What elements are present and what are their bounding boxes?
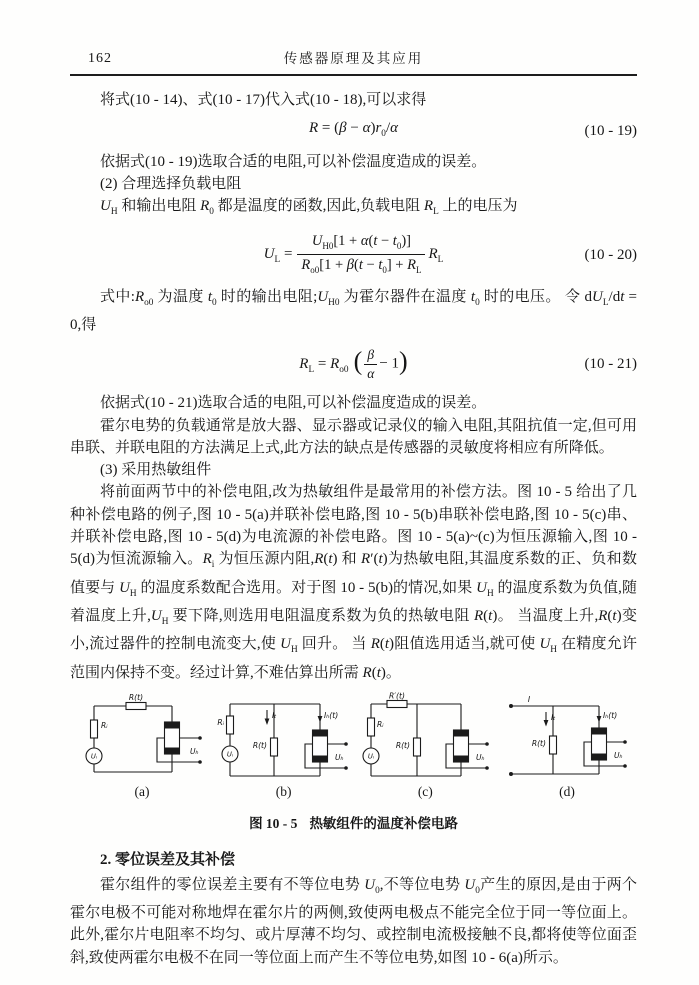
input-current-label: I (527, 694, 531, 704)
thermistor-label: R(t) (396, 740, 411, 750)
paragraph-zero-error: 霍尔组件的零位误差主要有不等位电势 $U_0$,不等位电势 $U_0$产生的原因,是由于两个霍尔电极不可能对称地焊在霍尔片的两侧,致使两电极点不能完全位于同一等位面上。 此外,霍尔片电阻率不均匀、或片厚薄不均匀、或控制电流极接触不良,都将使等位面歪斜,致使两霍尔电极不在同一等位面上而产生不等位电势,如图 10 - 6(a)所示。 (70, 876, 637, 966)
circuit-b (214, 692, 354, 803)
current-h-label: Iₕ(t) (602, 710, 618, 720)
thermistor-Rt (549, 736, 556, 754)
thermistor-Rt (126, 702, 146, 709)
internal-resistor (226, 716, 233, 734)
eq-rhs: − 1 (379, 355, 400, 372)
current-arrowhead (597, 716, 602, 723)
eq-lhs: $R_L = R_{o0}$ (299, 355, 349, 375)
circuit-d-label: (d) (559, 783, 575, 799)
thermistor-label: R(t) (531, 738, 546, 748)
output-terminal (344, 742, 348, 746)
fraction (297, 232, 425, 276)
hall-output-label: Uₕ (613, 750, 623, 760)
equation-10-20 (70, 232, 637, 276)
fraction-denominator: α (367, 365, 375, 381)
fraction-numerator: β (364, 347, 377, 365)
circuit-b-schematic (214, 692, 354, 780)
voltage-source-label: Uᵢ (226, 750, 233, 759)
hall-output-label: Uₕ (190, 746, 199, 756)
output-terminal (198, 760, 202, 764)
circuit-c-label: (c) (417, 783, 433, 799)
equation-number: (10 - 19) (584, 123, 637, 140)
thermistor-label: R(t) (252, 740, 267, 750)
hall-electrode-bottom (312, 755, 327, 762)
hall-electrode-bottom (591, 753, 606, 760)
series-thermistor (387, 700, 407, 707)
output-terminal (486, 766, 490, 770)
current-arrowhead (317, 716, 322, 723)
equation-10-19 (70, 117, 637, 145)
current-arrowhead (544, 720, 549, 727)
equation-expression: $R = (\beta - \alpha)r_0/\alpha$ (308, 120, 398, 140)
equation-number: (10 - 21) (584, 356, 637, 373)
voltage-source-label: Uᵢ (90, 752, 98, 761)
output-terminal (486, 742, 490, 746)
paragraph-load-discussion: 霍尔电势的负载通常是放大器、显示器或记录仪的输入电阻,其阻抗值一定,但可用串联、并联电阻的方法满足上式,此方法的缺点是传感器的灵敏度将相应有所降低。 (70, 417, 637, 456)
figure-caption (70, 813, 637, 835)
eq-lhs: $U_L$ = (263, 245, 293, 265)
paragraph-load-voltage: $U_H$ 和输出电阻 $R_0$ 都是温度的函数,因此,负载电阻 $R_L$ 上的电压为 (100, 198, 518, 218)
fraction-denominator: $R_{o0}[1 + \beta(t - t_0] + R_L$ (301, 257, 422, 275)
thermistor-Rt (414, 738, 421, 756)
hall-output-label: Uₕ (476, 752, 485, 762)
hall-electrode-top (165, 722, 180, 729)
page-number: 162 (88, 50, 112, 66)
close-paren: ) (399, 346, 408, 376)
circuit-d (497, 692, 637, 803)
internal-resistor (91, 720, 98, 738)
paragraph-select-resistor-2: 依据式(10 - 21)选取合适的电阻,可以补偿温度造成的误差。 (100, 395, 487, 412)
output-terminal (623, 764, 627, 768)
series-thermistor-label: R′(t) (389, 691, 406, 701)
figure-caption-text: 热敏组件的温度补偿电路 (309, 816, 458, 832)
thermistor-label: R(t) (128, 692, 144, 702)
output-terminal (623, 740, 627, 744)
page-header (70, 50, 637, 70)
paragraph-where: 式中$:R_{o0}$ 为温度 $t_0$ 时的输出电阻$;U_{H0}$ 为霍尔器件在温度 $t_0$ 时的电压。 令 $dU_L/dt = 0$,得 (70, 288, 637, 333)
equation-10-21 (70, 347, 637, 381)
output-terminal (344, 766, 348, 770)
fraction (364, 347, 377, 381)
subheading-thermistor: (3) 采用热敏组件 (100, 462, 212, 479)
figure-caption-number: 图 10 - 5 (249, 816, 298, 832)
internal-resistor-label: Rᵢ (101, 720, 108, 730)
open-paren: ( (353, 346, 363, 376)
hall-electrode-top (591, 728, 606, 735)
voltage-source-label: Uᵢ (368, 752, 375, 761)
circuit-d-schematic (497, 692, 637, 780)
circuit-a (72, 692, 212, 803)
thermistor-Rt (270, 738, 277, 756)
eq-rhs: $R_L$ (428, 245, 444, 265)
hall-electrode-bottom (454, 755, 469, 762)
subheading-load-resistor: (2) 合理选择负载电阻 (100, 175, 242, 192)
figure-10-5 (72, 692, 637, 803)
internal-resistor (368, 718, 375, 736)
circuit-c-schematic (355, 692, 495, 780)
hall-electrode-bottom (165, 747, 180, 754)
equation-number: (10 - 20) (584, 246, 637, 263)
current-t-label: Iₜ (271, 710, 277, 720)
fraction-numerator: $U_{H0}[1 + \alpha(t - t_0)]$ (297, 232, 425, 255)
header-rule (70, 74, 637, 76)
output-terminal (198, 736, 202, 740)
circuit-a-label: (a) (134, 783, 150, 799)
current-h-label: Iₕ(t) (323, 710, 338, 720)
paragraph-select-resistor: 依据式(10 - 19)选取合适的电阻,可以补偿温度造成的误差。 (100, 153, 487, 170)
running-head-title: 传感器原理及其应用 (283, 50, 424, 66)
hall-output-label: Uₕ (334, 752, 344, 762)
internal-resistor-label: Rᵢ (377, 719, 384, 729)
section-heading-zero-error: 2. 零位误差及其补偿 (100, 852, 236, 869)
hall-electrode-top (454, 730, 469, 737)
current-t-label: Iₜ (550, 712, 556, 722)
internal-resistor-label: Rᵢ (217, 717, 224, 727)
paragraph-intro: 将式(10 - 14)、式(10 - 17)代入式(10 - 18),可以求得 (100, 92, 427, 108)
current-arrowhead (264, 718, 269, 725)
paragraph-compensation-circuits: 将前面两节中的补偿电阻,改为热敏组件是最常用的补偿方法。图 10 - 5 给出了几种补偿电路的例子,图 10 - 5(a)并联补偿电路,图 10 - 5(b)串联补偿电路,图 10 - 5(c)串、并联补偿电路,图 10 - 5(d)为电流源的补偿电路。图 10 - 5(a)~(c)为恒压源输入,图 10 - 5(d)为恒流源输入。$R_i$ 为恒压源内阻,R(t) 和 R′(t)为热敏电阻,其温度系数的正、负和数值要与 $U_H$ 的温度系数配合选用。对于图 10 - 5(b)的情况,如果 $U_H$ 的温度系数为负值,随着温度上升$,U_H$ 要下降,则选用电阻温度系数为负的热敏电阻 R(t)。 当温度上升,R(t)变小,流过器件的控制电流变大,使 $U_H$ 回升。 当 R(t)阻值选用适当,就可使 $U_H$ 在精度允许范围内保持不变。经过计算,不难估算出所需 R(t)。 (70, 484, 637, 681)
hall-electrode-top (312, 730, 327, 737)
circuit-c (355, 692, 495, 803)
circuit-b-label: (b) (275, 783, 292, 799)
circuit-a-schematic (72, 692, 212, 780)
